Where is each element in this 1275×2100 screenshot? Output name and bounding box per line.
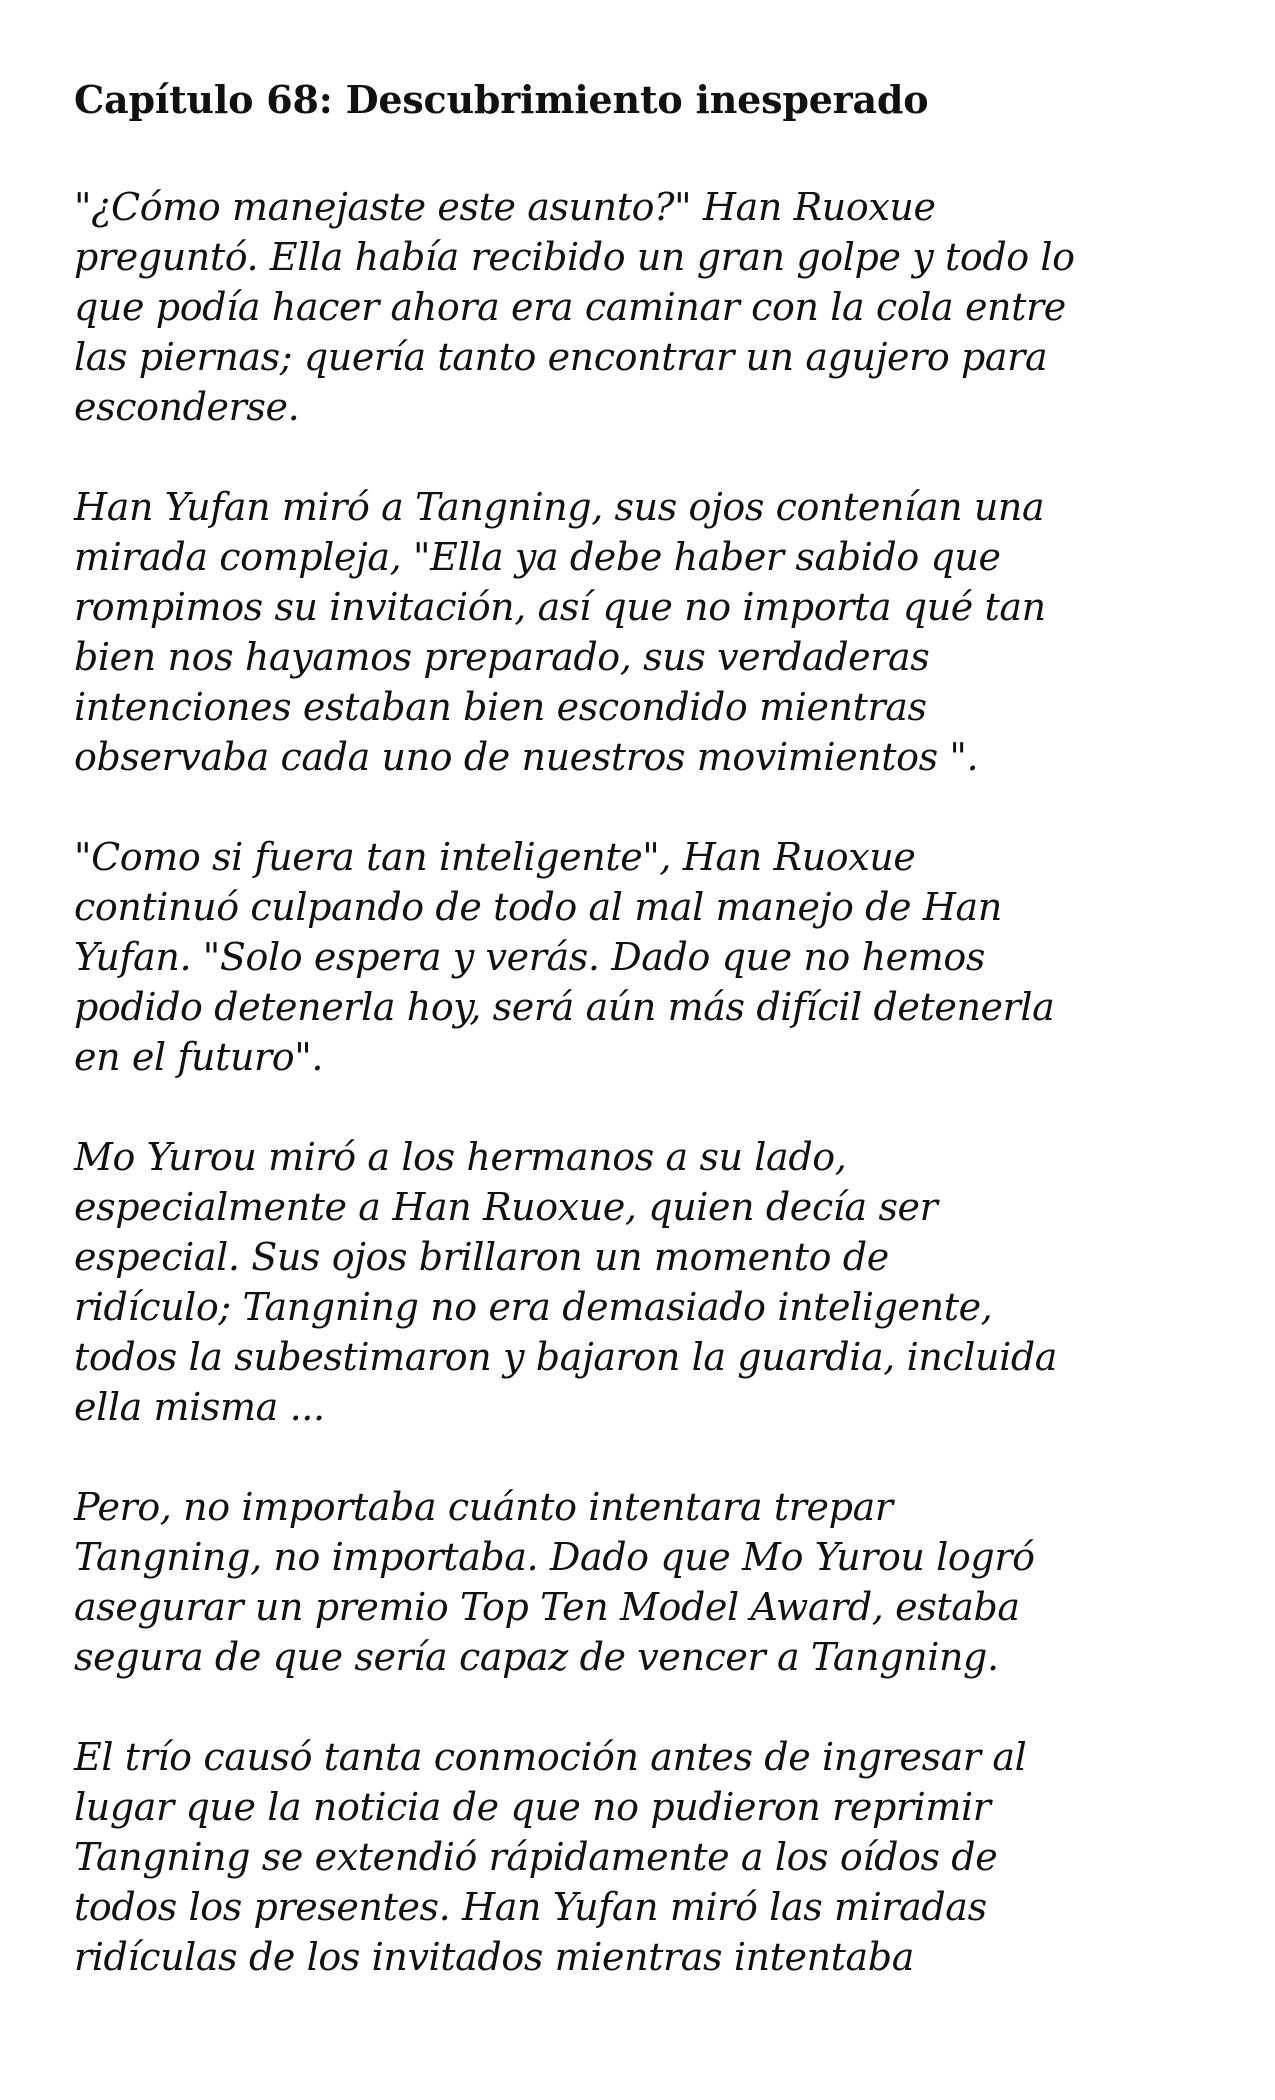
paragraph-5 (74, 1482, 1215, 1682)
text-line: ella misma ... (74, 1385, 325, 1429)
text-line: bien nos hayamos preparado, sus verdaderas (74, 635, 930, 679)
text-line: todos la subestimaron y bajaron la guardia, incluida (74, 1335, 1058, 1379)
text-line: especial. Sus ojos brillaron un momento de (74, 1235, 889, 1279)
text-line: Mo Yurou miró a los hermanos a su lado, (74, 1135, 847, 1179)
text-line: las piernas; quería tanto encontrar un agujero para (74, 335, 1048, 379)
text-line: asegurar un premio Top Ten Model Award, estaba (74, 1585, 1020, 1629)
paragraph-2 (74, 482, 1215, 782)
text-line: "Como si fuera tan inteligente", Han Ruoxue (74, 835, 916, 879)
paragraph-3 (74, 832, 1215, 1082)
text-line: El trío causó tanta conmoción antes de ingresar al (74, 1735, 1027, 1779)
text-line: ridículo; Tangning no era demasiado inteligente, (74, 1285, 993, 1329)
text-line: rompimos su invitación, así que no importa qué tan (74, 585, 1046, 629)
text-line: todos los presentes. Han Yufan miró las miradas (74, 1885, 987, 1929)
text-line: Han Yufan miró a Tangning, sus ojos contenían una (74, 485, 1045, 529)
text-line: segura de que sería capaz de vencer a Tangning. (74, 1635, 999, 1679)
text-line: Pero, no importaba cuánto intentara trepar (74, 1485, 893, 1529)
text-line: Tangning se extendió rápidamente a los oídos de (74, 1835, 998, 1879)
text-line: intenciones estaban bien escondido mientras (74, 685, 927, 729)
text-line: esconderse. (74, 385, 300, 429)
text-line: continuó culpando de todo al mal manejo de Han (74, 885, 1002, 929)
text-line: en el futuro". (74, 1035, 324, 1079)
text-line: especialmente a Han Ruoxue, quien decía ser (74, 1185, 938, 1229)
text-line: ridículas de los invitados mientras intentaba (74, 1935, 914, 1979)
text-line: podido detenerla hoy, será aún más difícil detenerla (74, 985, 1055, 1029)
paragraph-1 (74, 182, 1215, 432)
paragraph-6 (74, 1732, 1215, 1982)
text-line: Tangning, no importaba. Dado que Mo Yurou logró (74, 1535, 1035, 1579)
text-line: que podía hacer ahora era caminar con la cola entre (74, 285, 1066, 329)
text-line: lugar que la noticia de que no pudieron reprimir (74, 1785, 991, 1829)
text-line: mirada compleja, "Ella ya debe haber sabido que (74, 535, 1001, 579)
paragraph-4 (74, 1132, 1215, 1432)
text-line: "¿Cómo manejaste este asunto?" Han Ruoxue (74, 185, 936, 229)
text-line: Yufan. "Solo espera y verás. Dado que no hemos (74, 935, 985, 979)
text-line: preguntó. Ella había recibido un gran golpe y todo lo (74, 235, 1075, 279)
text-line: observaba cada uno de nuestros movimientos ". (74, 735, 979, 779)
chapter-title: Capítulo 68: Descubrimiento inesperado (74, 77, 929, 122)
